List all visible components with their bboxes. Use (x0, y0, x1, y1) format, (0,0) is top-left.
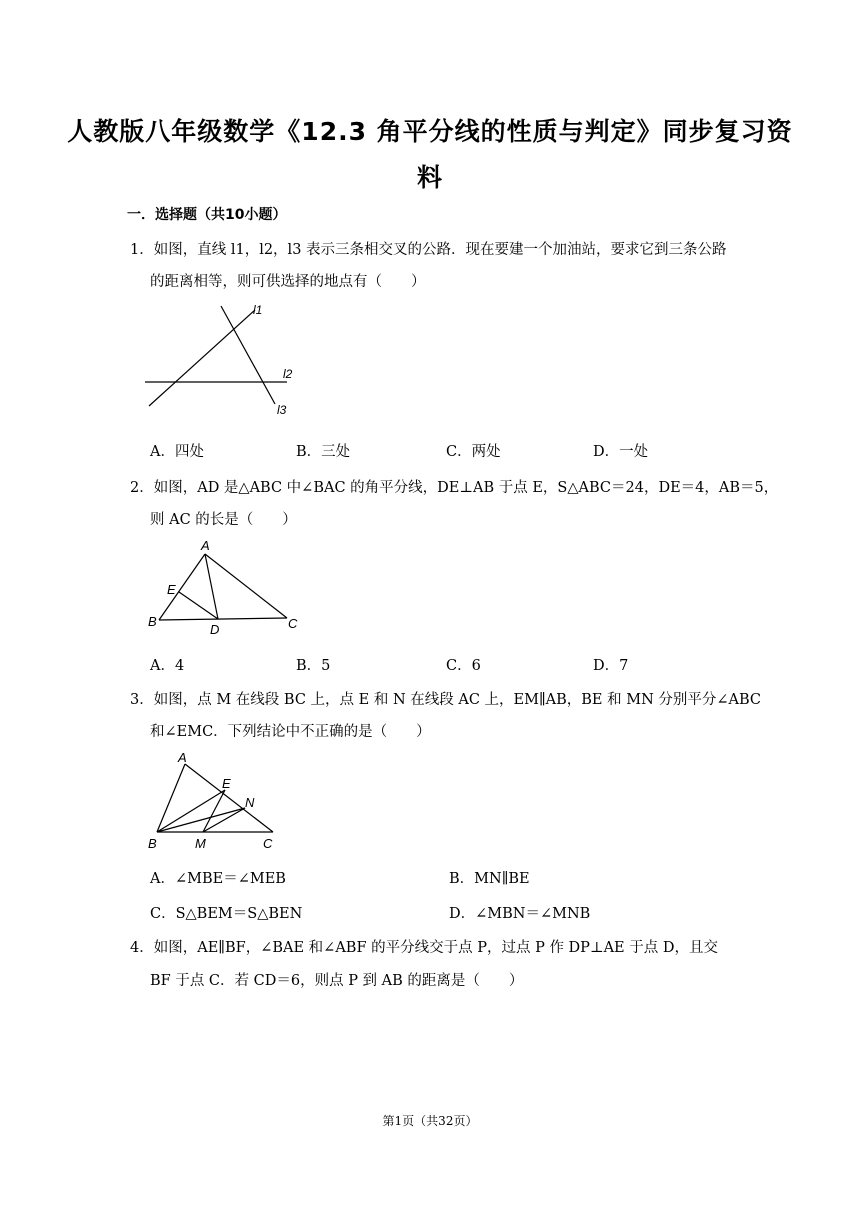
question-2-option-b[interactable]: B．5 (296, 658, 331, 674)
label-n: N (245, 795, 255, 810)
question-3-option-a[interactable]: A．∠MBE＝∠MEB (150, 871, 286, 887)
label-b: B (148, 614, 157, 629)
section-heading: 一．选择题（共10小题） (127, 207, 287, 223)
question-3-option-b[interactable]: B．MN∥BE (449, 871, 530, 887)
question-2-figure (145, 536, 310, 636)
question-2-option-c[interactable]: C．6 (446, 658, 481, 674)
question-1-option-d[interactable]: D．一处 (593, 444, 649, 460)
question-2-option-d[interactable]: D．7 (593, 658, 629, 674)
question-3-figure (145, 750, 285, 852)
question-1-option-a[interactable]: A．四处 (150, 444, 204, 460)
label-l2: l2 (283, 367, 293, 381)
segment-ad (205, 554, 218, 619)
question-3-text-continued: 和∠EMC．下列结论中不正确的是（ ） (150, 724, 431, 740)
label-m: M (195, 836, 206, 851)
line-l3 (221, 306, 275, 404)
question-1-figure (145, 302, 305, 420)
segment-ac (185, 764, 273, 832)
label-e: E (167, 582, 176, 597)
segment-ab (157, 764, 185, 832)
segment-bn (157, 808, 245, 832)
segment-ab (159, 554, 205, 620)
label-c: C (288, 616, 298, 631)
label-a: A (201, 538, 210, 553)
question-3-option-c[interactable]: C．S△BEM＝S△BEN (150, 906, 303, 922)
label-l1: l1 (253, 303, 263, 317)
question-1-text: 1．如图，直线 l1，l2，l3 表示三条相交叉的公路．现在要建一个加油站，要求它到三条公路 (130, 242, 727, 258)
segment-de (179, 592, 218, 619)
label-c: C (263, 836, 273, 851)
label-e: E (222, 776, 231, 791)
document-title-continued: 料 (416, 163, 443, 192)
question-1-text-continued: 的距离相等，则可供选择的地点有（ ） (150, 274, 426, 290)
question-3-option-d[interactable]: D．∠MBN＝∠MNB (449, 906, 591, 922)
line-l1 (149, 310, 255, 406)
question-2-text: 2．如图，AD 是△ABC 中∠BAC 的角平分线，DE⊥AB 于点 E，S△ABC＝24，DE＝4，AB＝5， (130, 480, 779, 496)
label-l3: l3 (277, 403, 287, 417)
label-b: B (148, 836, 157, 851)
question-1-option-b[interactable]: B．三处 (296, 444, 351, 460)
question-1-option-c[interactable]: C．两处 (446, 444, 501, 460)
question-4-text-continued: BF 于点 C．若 CD＝6，则点 P 到 AB 的距离是（ ） (150, 973, 524, 989)
label-d: D (210, 622, 220, 636)
question-2-option-a[interactable]: A．4 (150, 658, 185, 674)
question-3-text: 3．如图，点 M 在线段 BC 上，点 E 和 N 在线段 AC 上，EM∥AB，BE 和 MN 分别平分∠ABC (130, 692, 762, 708)
question-4-text: 4．如图，AE∥BF，∠BAE 和∠ABF 的平分线交于点 P，过点 P 作 DP⊥AE 于点 D，且交 (130, 940, 718, 956)
document-title: 人教版八年级数学《12.3 角平分线的性质与判定》同步复习资 (67, 117, 793, 146)
page-footer: 第1页（共32页） (382, 1114, 478, 1128)
segment-ac (205, 554, 287, 618)
label-a: A (178, 750, 187, 765)
segment-bc (159, 618, 287, 620)
question-2-text-continued: 则 AC 的长是（ ） (150, 512, 297, 528)
